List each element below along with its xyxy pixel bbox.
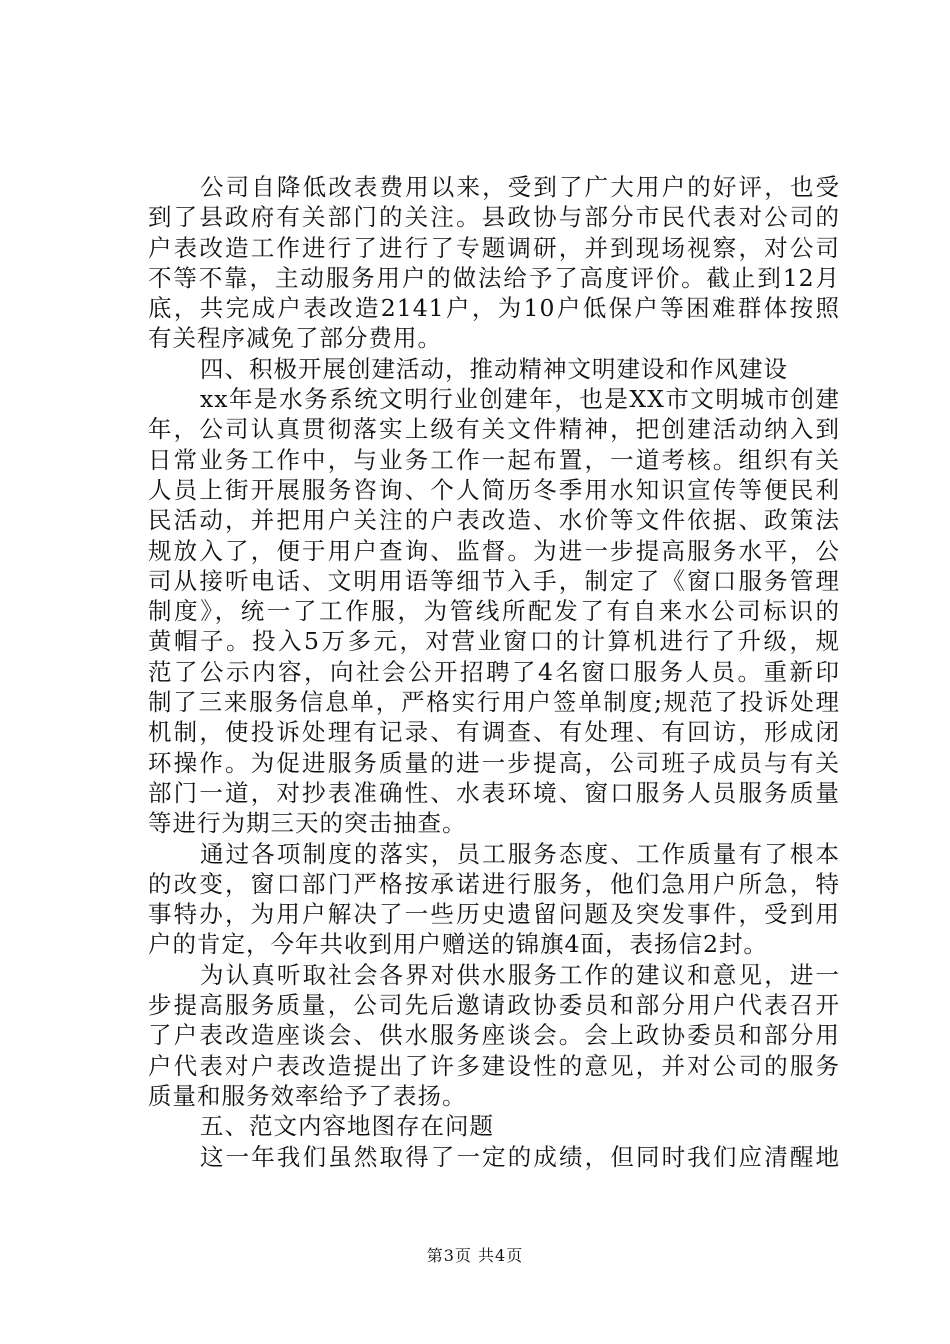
text-line: 黄帽子。投入5万多元，对营业窗口的计算机进行了升级，规: [148, 627, 840, 656]
text-line: 步提高服务质量，公司先后邀请政协委员和部分用户代表召开: [148, 991, 840, 1020]
section-heading: [148, 1111, 840, 1141]
text-line: 不等不靠，主动服务用户的做法给予了高度评价。截止到12月: [148, 263, 840, 292]
text-line: 制了三来服务信息单，严格实行用户签单制度;规范了投诉处理: [148, 688, 840, 717]
text-line: 民活动，并把用户关注的户表改造、水价等文件依据、政策法: [148, 506, 840, 535]
text-line: 环操作。为促进服务质量的进一步提高，公司班子成员与有关: [148, 748, 840, 777]
text-line: 部门一道，对抄表准确性、水表环境、窗口服务人员服务质量: [148, 778, 840, 807]
text-line: 机制，使投诉处理有记录、有调查、有处理、有回访，形成闭: [148, 718, 840, 747]
section-heading: [148, 354, 840, 384]
text-line: 户表改造工作进行了进行了专题调研，并到现场视察，对公司: [148, 233, 840, 262]
text-line: 规放入了，便于用户查询、监督。为进一步提高服务水平，公: [148, 536, 840, 565]
text-line: 为认真听取社会各界对供水服务工作的建议和意见，进一: [200, 960, 840, 989]
text-line: 的改变，窗口部门严格按承诺进行服务，他们急用户所急，特: [148, 869, 840, 898]
text-line: 事特办，为用户解决了一些历史遗留问题及突发事件，受到用: [148, 900, 840, 929]
text-line: 户代表对户表改造提出了许多建设性的意见，并对公司的服务: [148, 1051, 840, 1080]
text-line: 五、范文内容地图存在问题: [200, 1112, 494, 1141]
text-line: 年，公司认真贯彻落实上级有关文件精神，把创建活动纳入到: [148, 415, 840, 444]
page-number-footer: 第3页 共4页: [426, 1246, 524, 1265]
paragraph: [148, 384, 840, 838]
paragraph: [148, 1142, 840, 1172]
paragraph: [148, 839, 840, 960]
text-line: 这一年我们虽然取得了一定的成绩，但同时我们应清醒地: [200, 1142, 840, 1171]
text-line: 四、积极开展创建活动，推动精神文明建设和作风建设: [200, 354, 788, 383]
text-line: 了户表改造座谈会、供水服务座谈会。会上政协委员和部分用: [148, 1021, 840, 1050]
text-line: 公司自降低改表费用以来，受到了广大用户的好评，也受: [200, 173, 840, 201]
text-line: 范了公示内容，向社会公开招聘了4名窗口服务人员。重新印: [148, 657, 840, 686]
text-line: 户的肯定，今年共收到用户赠送的锦旗4面，表扬信2封。: [148, 930, 768, 959]
text-line: 底，共完成户表改造2141户，为10户低保户等困难群体按照: [148, 294, 840, 323]
paragraph: [148, 960, 840, 1111]
text-line: 质量和服务效率给予了表扬。: [148, 1081, 467, 1110]
text-line: 司从接听电话、文明用语等细节入手，制定了《窗口服务管理: [148, 566, 840, 595]
paragraph: [148, 172, 840, 354]
text-line: 等进行为期三天的突击抽查。: [148, 809, 467, 838]
text-line: 日常业务工作中，与业务工作一起布置，一道考核。组织有关: [148, 445, 840, 474]
text-line: xx年是水务系统文明行业创建年，也是XX市文明城市创建: [200, 385, 840, 414]
text-line: 人员上街开展服务咨询、个人简历冬季用水知识宣传等便民利: [148, 475, 840, 504]
text-line: 制度》，统一了工作服，为管线所配发了有自来水公司标识的: [148, 597, 840, 626]
text-line: 通过各项制度的落实，员工服务态度、工作质量有了根本: [200, 839, 840, 868]
text-line: 到了县政府有关部门的关注。县政协与部分市民代表对公司的: [148, 203, 840, 232]
text-line: 有关程序减免了部分费用。: [148, 324, 442, 353]
document-body: [148, 172, 840, 1172]
